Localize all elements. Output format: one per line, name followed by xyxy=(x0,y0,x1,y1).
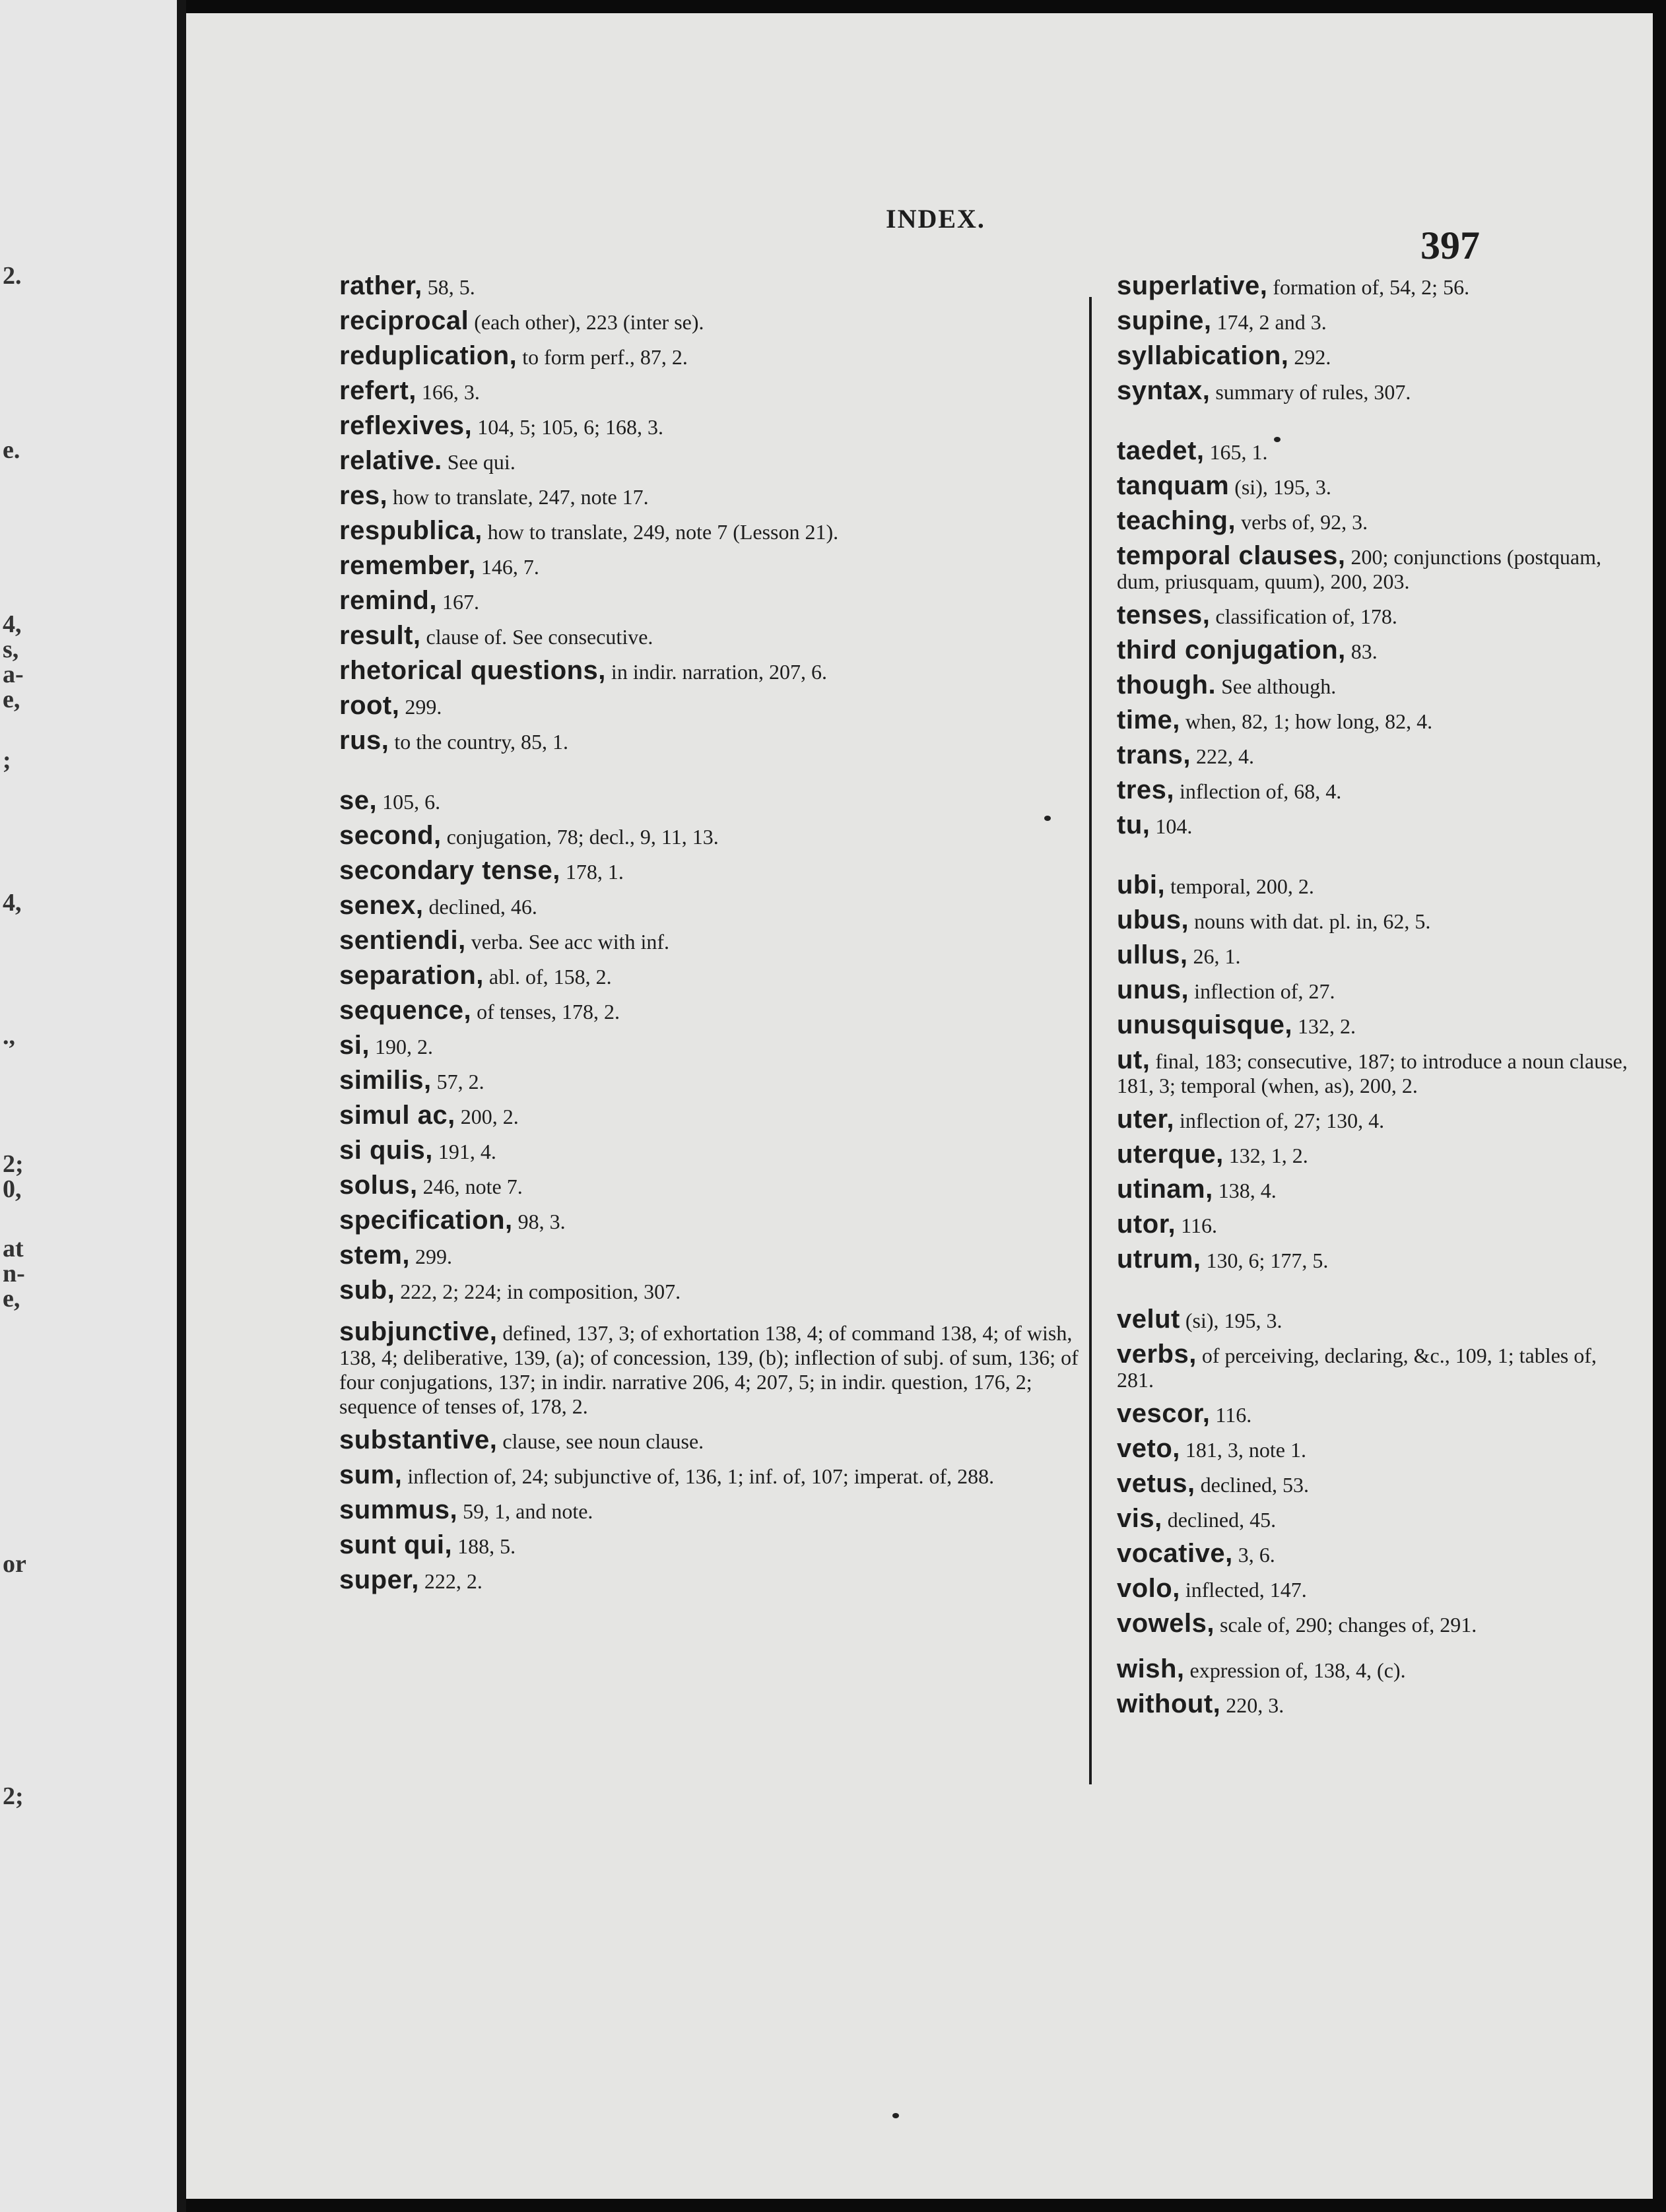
entry-head: volo, xyxy=(1117,1574,1180,1603)
index-entry xyxy=(1117,1397,1632,1432)
entry-head: vowels, xyxy=(1117,1609,1215,1638)
entry-head: sunt qui, xyxy=(339,1530,453,1559)
entry-head: second, xyxy=(339,821,442,850)
entry-refs: 165, 1. xyxy=(1204,440,1268,464)
entry-refs: 104, 5; 105, 6; 168, 3. xyxy=(472,415,663,439)
entry-refs: See although. xyxy=(1216,674,1337,698)
entry-refs: 222, 2; 224; in composition, 307. xyxy=(395,1280,681,1303)
index-entry xyxy=(339,1563,1098,1598)
entry-refs: 146, 7. xyxy=(475,555,539,579)
entry-refs: 116. xyxy=(1176,1214,1217,1237)
index-entry xyxy=(1117,634,1632,668)
entry-refs: declined, 53. xyxy=(1195,1473,1309,1497)
entry-refs: clause of. See consecutive. xyxy=(420,625,653,649)
entry-refs: 83. xyxy=(1345,639,1378,663)
entry-head: verbs, xyxy=(1117,1340,1197,1369)
entry-refs: 181, 3, note 1. xyxy=(1180,1438,1306,1462)
entry-refs: 98, 3. xyxy=(512,1210,566,1233)
index-entry xyxy=(339,1423,1098,1458)
entry-refs: expression of, 138, 4, (c). xyxy=(1184,1658,1406,1682)
entry-head: reflexives, xyxy=(339,411,473,440)
index-entry xyxy=(1117,1173,1632,1208)
entry-head: velut xyxy=(1117,1305,1180,1334)
index-entry xyxy=(1117,1652,1632,1687)
entry-refs: (si), 195, 3. xyxy=(1180,1309,1283,1332)
entry-head: though. xyxy=(1117,670,1216,699)
entry-refs: summary of rules, 307. xyxy=(1210,380,1411,404)
entry-head: reduplication, xyxy=(339,341,517,370)
margin-fragment: at xyxy=(3,1235,24,1262)
entry-refs: scale of, 290; changes of, 291. xyxy=(1215,1613,1477,1637)
margin-fragment: ., xyxy=(3,1022,15,1050)
entry-refs: 299. xyxy=(399,695,442,719)
index-entry xyxy=(339,784,1098,819)
entry-refs: final, 183; consecutive, 187; to introduce a noun clause, 181, 3; temporal (when, as), 200, 2. xyxy=(1117,1049,1628,1097)
entry-refs: 191, 4. xyxy=(432,1140,496,1163)
margin-fragment: n- xyxy=(3,1260,25,1287)
index-entry xyxy=(1117,1208,1632,1243)
entry-refs: 3, 6. xyxy=(1232,1543,1275,1567)
margin-fragment: e, xyxy=(3,686,20,713)
entry-head: se, xyxy=(339,786,378,815)
entry-refs: conjugation, 78; decl., 9, 11, 13. xyxy=(441,825,719,849)
entry-refs: 138, 4. xyxy=(1213,1179,1277,1202)
entry-head: sub, xyxy=(339,1276,395,1305)
entry-head: rhetorical questions, xyxy=(339,656,606,685)
entry-head: without, xyxy=(1117,1689,1221,1718)
entry-head: refert, xyxy=(339,376,416,405)
entry-head: remember, xyxy=(339,551,476,580)
entry-head: similis, xyxy=(339,1066,432,1095)
entry-head: temporal clauses, xyxy=(1117,541,1346,570)
entry-head: res, xyxy=(339,481,388,510)
margin-fragment: 2. xyxy=(3,262,22,290)
entry-head: supine, xyxy=(1117,306,1212,335)
entry-refs: 105, 6. xyxy=(377,790,441,814)
entry-head: ubus, xyxy=(1117,905,1189,934)
margin-fragment: or xyxy=(3,1550,26,1578)
index-entry xyxy=(1117,304,1632,339)
margin-fragment: e. xyxy=(3,436,20,464)
index-entry xyxy=(339,1169,1098,1204)
index-entry xyxy=(1117,1572,1632,1607)
index-entry xyxy=(1117,1607,1632,1642)
entry-head: wish, xyxy=(1117,1654,1185,1683)
binding-gutter xyxy=(177,0,186,2212)
index-entry xyxy=(339,584,1098,619)
entry-refs: See qui. xyxy=(442,450,516,474)
entry-head: separation, xyxy=(339,961,484,990)
margin-fragment: 2; xyxy=(3,1150,24,1178)
entry-head: tres, xyxy=(1117,775,1174,804)
entry-head: rather, xyxy=(339,271,422,300)
entry-refs: 190, 2. xyxy=(369,1035,433,1058)
entry-refs: 116. xyxy=(1210,1403,1252,1427)
index-entry xyxy=(339,924,1098,959)
index-entry xyxy=(1117,1432,1632,1467)
entry-head: stem, xyxy=(339,1241,410,1270)
entry-refs: inflection of, 24; subjunctive of, 136, 1; inf. of, 107; imperat. of, 288. xyxy=(402,1464,995,1488)
margin-fragment: s, xyxy=(3,635,19,663)
entry-head: result, xyxy=(339,621,421,650)
entry-refs: 222, 2. xyxy=(418,1569,483,1593)
index-entry xyxy=(339,689,1098,724)
entry-head: syllabication, xyxy=(1117,341,1289,370)
entry-refs: 220, 3. xyxy=(1220,1693,1284,1717)
entry-refs: verbs of, 92, 3. xyxy=(1236,510,1368,534)
index-entry xyxy=(1117,269,1632,304)
index-entry xyxy=(339,1204,1098,1239)
running-header: INDEX. xyxy=(886,204,985,234)
entry-head: specification, xyxy=(339,1206,513,1235)
entry-head: ut, xyxy=(1117,1045,1150,1074)
index-entry xyxy=(1117,703,1632,738)
entry-head: sum, xyxy=(339,1460,403,1489)
entry-head: si quis, xyxy=(339,1136,433,1165)
entry-head: taedet, xyxy=(1117,436,1205,465)
entry-refs: temporal, 200, 2. xyxy=(1165,874,1314,898)
entry-head: uter, xyxy=(1117,1105,1174,1134)
margin-fragment: a- xyxy=(3,661,24,688)
entry-refs: 58, 5. xyxy=(422,275,475,299)
entry-head: senex, xyxy=(339,891,424,920)
entry-head: summus, xyxy=(339,1495,458,1524)
index-entry xyxy=(339,374,1098,409)
entry-head: remind, xyxy=(339,586,437,615)
entry-head: teaching, xyxy=(1117,506,1236,535)
entry-refs: 167. xyxy=(436,590,479,614)
margin-fragment: e, xyxy=(3,1285,20,1313)
entry-refs: inflection of, 27; 130, 4. xyxy=(1174,1109,1385,1132)
index-entry xyxy=(339,1064,1098,1099)
index-entry xyxy=(1117,434,1632,469)
entry-refs: 200, 2. xyxy=(455,1105,519,1128)
entry-refs: 132, 1, 2. xyxy=(1223,1144,1308,1167)
entry-head: secondary tense, xyxy=(339,856,560,885)
index-entry xyxy=(1117,1103,1632,1138)
entry-refs: declined, 45. xyxy=(1162,1508,1277,1532)
entry-head: tenses, xyxy=(1117,601,1211,630)
index-entry xyxy=(339,479,1098,514)
entry-refs: in indir. narration, 207, 6. xyxy=(605,660,827,684)
entry-refs: 174, 2 and 3. xyxy=(1211,310,1327,334)
index-entry xyxy=(1117,599,1632,634)
entry-refs: defined, 137, 3; of exhortation 138, 4; of command 138, 4; of wish, 138, 4; deliberative, 139, (a); of concession, 139, (b); inflection of subj. of sum, 136; of four conjugations, 137; in indir. narrative 206, 4; 207, 5; in indir. question, 176, 2; sequence of tenses of, 178, 2. xyxy=(339,1321,1079,1418)
entry-head: reciprocal xyxy=(339,306,469,335)
index-entry xyxy=(1117,973,1632,1008)
index-entry xyxy=(339,269,1098,304)
index-entry xyxy=(1117,504,1632,539)
entry-refs: verba. See acc with inf. xyxy=(465,930,670,954)
index-entry xyxy=(339,339,1098,374)
index-entry xyxy=(339,1274,1098,1309)
entry-refs: 222, 4. xyxy=(1190,744,1254,768)
entry-refs: formation of, 54, 2; 56. xyxy=(1267,275,1470,299)
entry-refs: inflected, 147. xyxy=(1180,1578,1307,1602)
index-entry xyxy=(1117,773,1632,808)
index-entry xyxy=(339,1099,1098,1134)
index-entry xyxy=(339,724,1098,759)
scan-speck xyxy=(1274,437,1281,442)
margin-fragment: 2; xyxy=(3,1782,24,1810)
index-entry xyxy=(339,1528,1098,1563)
right-index-column xyxy=(1117,269,1632,1722)
index-entry xyxy=(1117,808,1632,843)
entry-refs: clause, see noun clause. xyxy=(497,1429,704,1453)
margin-fragment: 4, xyxy=(3,889,22,917)
entry-head: subjunctive, xyxy=(339,1317,498,1346)
index-entry xyxy=(1117,903,1632,938)
index-entry xyxy=(339,889,1098,924)
index-entry xyxy=(339,654,1098,689)
entry-head: vescor, xyxy=(1117,1399,1211,1428)
entry-head: simul ac, xyxy=(339,1101,455,1130)
entry-refs: 246, note 7. xyxy=(417,1175,523,1198)
index-entry xyxy=(339,304,1098,339)
index-entry xyxy=(339,994,1098,1029)
index-entry xyxy=(1117,374,1632,409)
entry-head: vocative, xyxy=(1117,1539,1233,1568)
left-index-column xyxy=(339,269,1098,1598)
index-entry xyxy=(339,619,1098,654)
index-entry xyxy=(1117,539,1632,599)
entry-refs: 292. xyxy=(1288,345,1331,369)
index-entry xyxy=(339,514,1098,549)
index-entry xyxy=(339,1315,1098,1423)
index-entry xyxy=(1117,1243,1632,1278)
entry-head: vis, xyxy=(1117,1504,1162,1533)
index-entry xyxy=(339,1029,1098,1064)
entry-refs: nouns with dat. pl. in, 62, 5. xyxy=(1189,909,1431,933)
index-entry xyxy=(1117,1138,1632,1173)
index-entry xyxy=(1117,1537,1632,1572)
entry-head: unus, xyxy=(1117,975,1189,1004)
index-entry xyxy=(1117,1303,1632,1338)
index-entry xyxy=(339,819,1098,854)
index-entry xyxy=(1117,1467,1632,1502)
entry-refs: (si), 195, 3. xyxy=(1229,475,1331,499)
entry-refs: 178, 1. xyxy=(560,860,624,884)
entry-head: relative. xyxy=(339,446,442,475)
entry-refs: inflection of, 27. xyxy=(1189,979,1335,1003)
scan-speck xyxy=(1044,816,1051,821)
entry-refs: 130, 6; 177, 5. xyxy=(1201,1249,1329,1272)
entry-head: solus, xyxy=(339,1171,418,1200)
entry-refs: abl. of, 158, 2. xyxy=(483,965,612,989)
index-entry xyxy=(1117,1008,1632,1043)
entry-head: third conjugation, xyxy=(1117,635,1346,665)
entry-refs: 188, 5. xyxy=(452,1534,516,1558)
index-entry xyxy=(1117,1687,1632,1722)
entry-head: utor, xyxy=(1117,1210,1176,1239)
index-entry xyxy=(339,444,1098,479)
entry-head: si, xyxy=(339,1031,370,1060)
entry-head: unusquisque, xyxy=(1117,1010,1292,1039)
entry-head: sequence, xyxy=(339,996,472,1025)
entry-head: tu, xyxy=(1117,810,1150,839)
entry-refs: (each other), 223 (inter se). xyxy=(469,310,704,334)
index-entry xyxy=(1117,868,1632,903)
index-entry xyxy=(339,1458,1098,1493)
entry-refs: to form perf., 87, 2. xyxy=(517,345,688,369)
index-entry xyxy=(339,1493,1098,1528)
entry-head: super, xyxy=(339,1565,419,1594)
entry-head: utrum, xyxy=(1117,1245,1201,1274)
entry-head: ullus, xyxy=(1117,940,1188,969)
entry-refs: of perceiving, declaring, &c., 109, 1; tables of, 281. xyxy=(1117,1344,1597,1392)
index-entry xyxy=(339,1239,1098,1274)
entry-refs: 132, 2. xyxy=(1292,1014,1356,1038)
entry-head: time, xyxy=(1117,705,1180,734)
previous-page-strip xyxy=(0,0,177,2212)
margin-fragment: 0, xyxy=(3,1175,22,1203)
index-entry xyxy=(339,854,1098,889)
entry-refs: how to translate, 247, note 17. xyxy=(387,485,649,509)
scan-speck xyxy=(892,2113,899,2118)
entry-refs: 200; conjunctions (postquam, dum, priusquam, quum), 200, 203. xyxy=(1117,545,1601,593)
index-entry xyxy=(1117,1043,1632,1103)
entry-head: syntax, xyxy=(1117,376,1211,405)
index-entry xyxy=(1117,668,1632,703)
index-entry xyxy=(1117,1338,1632,1397)
entry-head: respublica, xyxy=(339,516,483,545)
entry-head: sentiendi, xyxy=(339,926,466,955)
entry-head: ubi, xyxy=(1117,870,1166,899)
entry-refs: of tenses, 178, 2. xyxy=(471,1000,620,1024)
index-entry xyxy=(339,409,1098,444)
entry-refs: declined, 46. xyxy=(423,895,537,919)
entry-head: tanquam xyxy=(1117,471,1230,500)
index-entry xyxy=(1117,938,1632,973)
index-page xyxy=(186,13,1653,2199)
entry-refs: 104. xyxy=(1150,814,1193,838)
entry-head: superlative, xyxy=(1117,271,1268,300)
index-entry xyxy=(1117,1502,1632,1537)
entry-refs: to the country, 85, 1. xyxy=(389,730,569,754)
entry-refs: 166, 3. xyxy=(416,380,480,404)
entry-refs: inflection of, 68, 4. xyxy=(1174,779,1342,803)
entry-refs: 59, 1, and note. xyxy=(457,1499,593,1523)
index-entry xyxy=(1117,738,1632,773)
index-entry xyxy=(339,549,1098,584)
entry-refs: 299. xyxy=(410,1245,452,1268)
entry-head: veto, xyxy=(1117,1434,1180,1463)
entry-refs: how to translate, 249, note 7 (Lesson 21). xyxy=(482,520,839,544)
entry-refs: 57, 2. xyxy=(431,1070,484,1093)
index-entry xyxy=(1117,469,1632,504)
index-entry xyxy=(339,1134,1098,1169)
entry-refs: when, 82, 1; how long, 82, 4. xyxy=(1180,709,1433,733)
margin-fragment: 4, xyxy=(3,610,22,638)
entry-head: trans, xyxy=(1117,740,1191,769)
entry-refs: classification of, 178. xyxy=(1210,604,1397,628)
entry-head: utinam, xyxy=(1117,1175,1213,1204)
entry-head: rus, xyxy=(339,726,389,755)
entry-head: substantive, xyxy=(339,1425,498,1454)
entry-refs: 26, 1. xyxy=(1187,944,1241,968)
index-entry xyxy=(339,959,1098,994)
margin-fragment: ; xyxy=(3,746,11,774)
entry-head: uterque, xyxy=(1117,1140,1224,1169)
entry-head: vetus, xyxy=(1117,1469,1195,1498)
entry-head: root, xyxy=(339,691,400,720)
index-entry xyxy=(1117,339,1632,374)
page-number: 397 xyxy=(1420,224,1480,267)
